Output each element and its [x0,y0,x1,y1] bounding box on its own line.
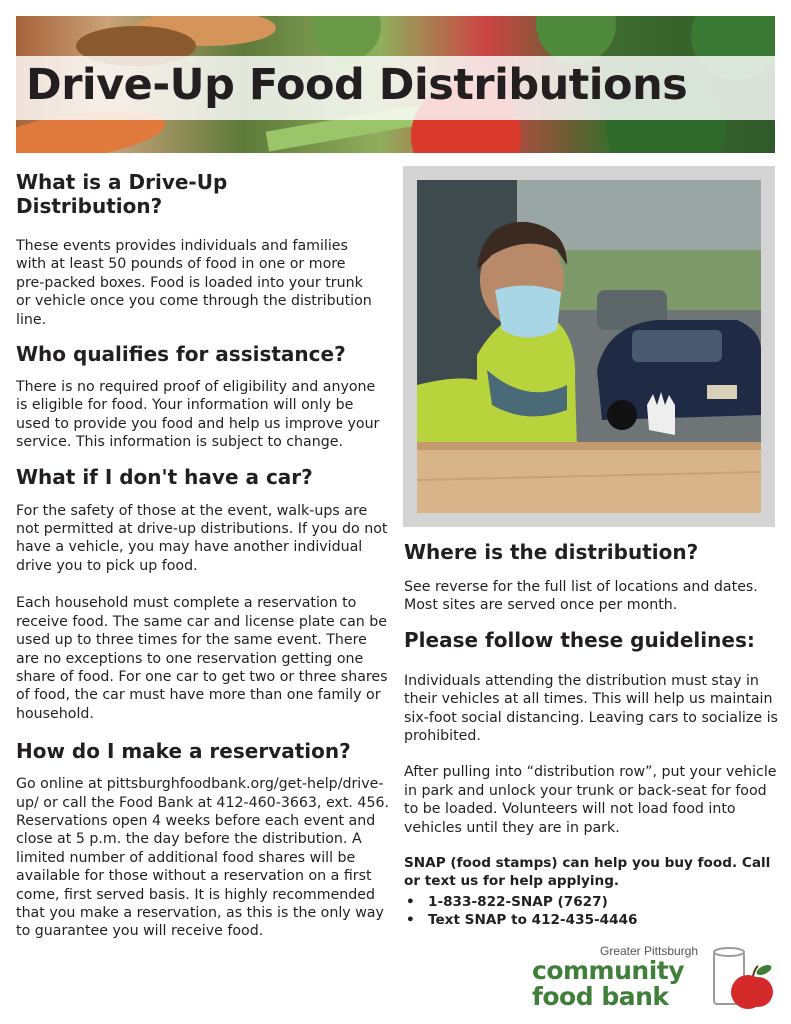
volunteer-photo [417,180,761,513]
heading-guidelines: Please follow these guidelines: [404,627,755,652]
heading-who-qualifies: Who qualifies for assistance? [16,342,346,367]
heading-reservation: How do I make a reservation? [16,739,351,764]
heading-where: Where is the distribution? [404,540,699,564]
snap-text: • Text SNAP to 412-435-4446 [404,911,779,929]
right-column [404,540,779,930]
snap-intro: SNAP (food stamps) can help you buy food. Call or text us for help applying. [404,855,771,890]
text-what-is: These events provides individuals and families with at least 50 pounds of food in one or more pre-packed boxes. Food is loaded into your trunk or vehicle once you come through the distribution line. [16,238,372,328]
food-bank-logo [532,944,778,1016]
text-reservation: Go online at pittsburghfoodbank.org/get-help/drive-up/ or call the Food Bank at 412-460-3663, ext. 456. Reservations open 4 weeks before each event and close at 5 p.m. the day before the distribution. A limited number of additional food shares will be available for those without a reservation on a first come, first served basis. It is highly recommended that you make a reservation, as this is the only way to guarantee you will receive food. [16,776,390,940]
page-title: Drive-Up Food Distributions [26,60,688,110]
left-column [16,170,392,941]
heading-no-car: What if I don't have a car? [16,464,313,489]
header-banner [16,16,775,153]
snap-list [404,893,779,930]
text-no-car-1: For the safety of those at the event, walk-ups are not permitted at drive-up distributions. If you do not have a vehicle, you may have another individual drive you to pick up food. [16,502,388,574]
heading-what-is: What is a Drive-Up Distribution? [16,170,228,218]
logo-small-text: Greater Pittsburgh [600,944,699,958]
text-no-car-2: Each household must complete a reservation to receive food. The same car and license plate can be used up to three times for the same event. There are no exceptions to one reservation getting one share of food. For one car to get two or three shares of food, the car must have more than one family or household. [16,595,388,722]
text-guidelines-1: Individuals attending the distribution must stay in their vehicles at all times. This will help us maintain six-foot social distancing. Leaving cars to socialize is prohibited. [404,672,778,745]
text-who-qualifies: There is no required proof of eligibility and anyone is eligible for food. Your information will only be used to provide you food and help us improve your service. This information is subject to change. [16,379,380,451]
logo-community: community [532,956,685,985]
can-apple-icon [708,944,778,1016]
text-where: See reverse for the full list of locations and dates. Most sites are served once per month. [404,579,758,614]
photo-frame [403,166,775,527]
snap-phone: • 1-833-822-SNAP (7627) [404,893,779,911]
logo-food-bank: food bank [532,982,669,1011]
text-guidelines-2: After pulling into “distribution row”, put your vehicle in park and unlock your trunk or back-seat for food to be loaded. Volunteers will not load food into vehicles until they are in park. [404,764,777,836]
